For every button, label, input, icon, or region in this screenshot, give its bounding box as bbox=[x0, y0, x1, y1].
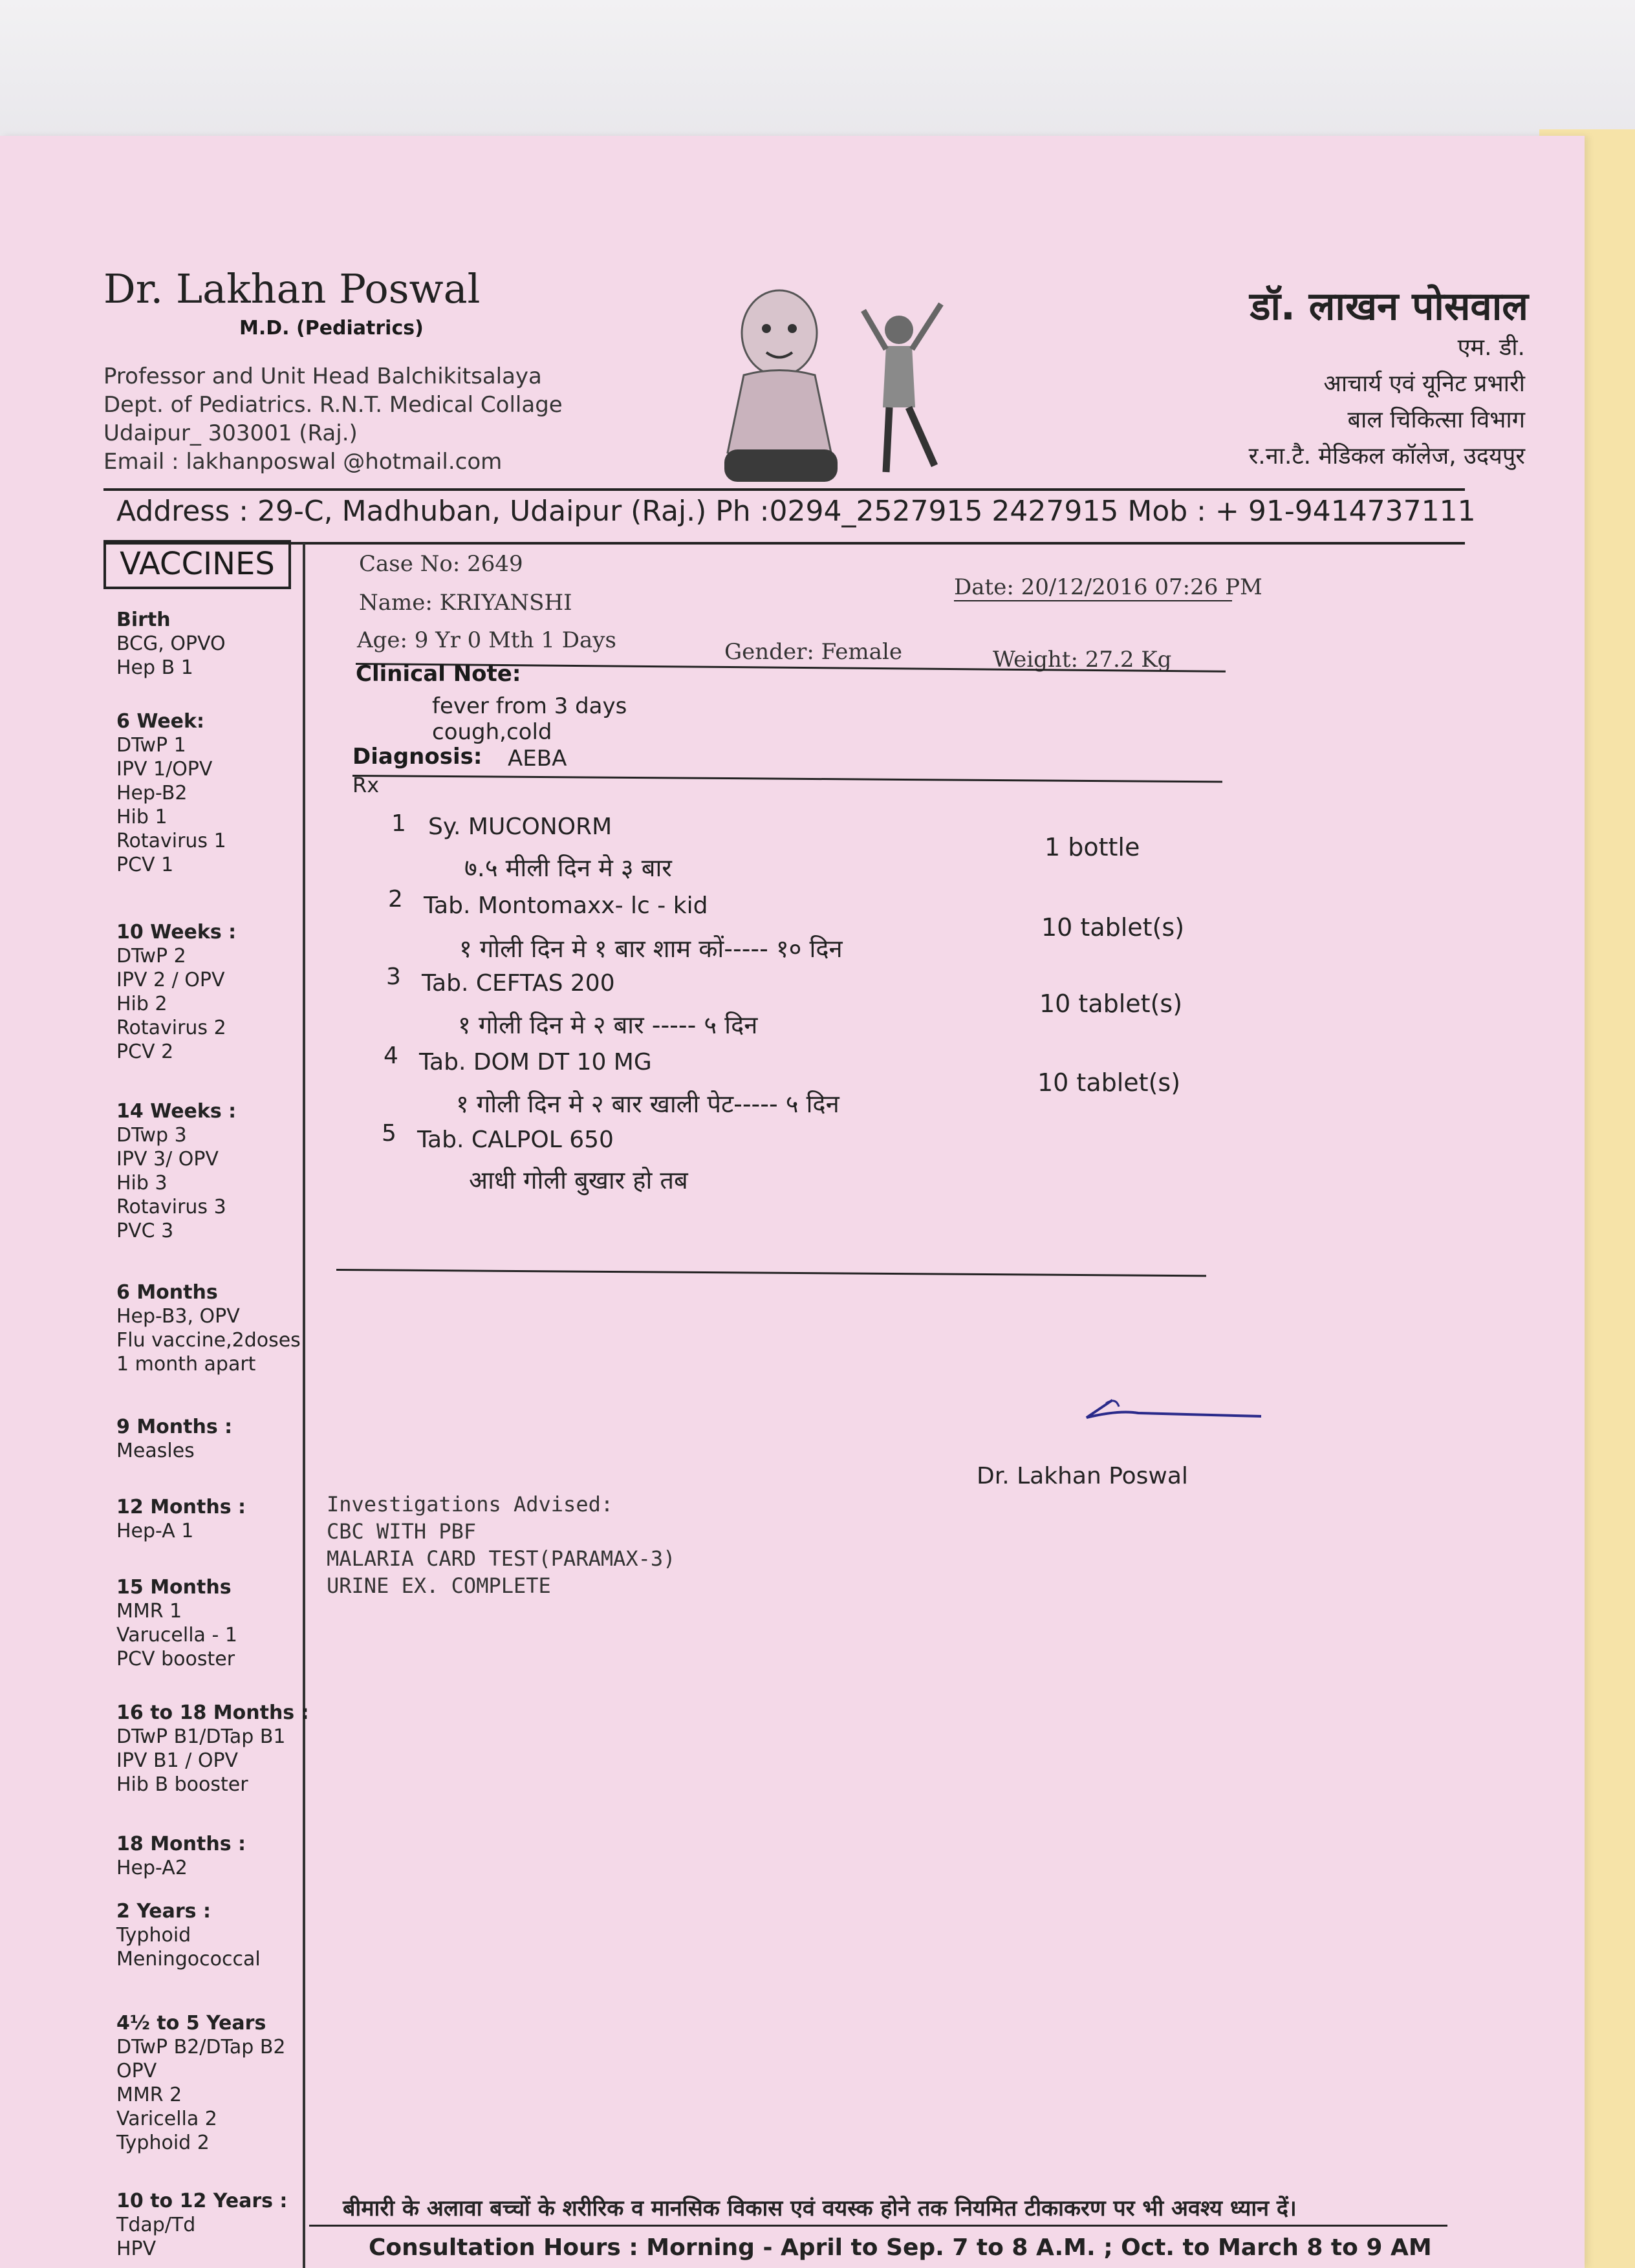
vaccine-item: Varucella - 1 bbox=[116, 1624, 237, 1647]
vaccine-item: DTwP 1 bbox=[116, 734, 186, 757]
medicine-quantity: 10 tablet(s) bbox=[1039, 989, 1183, 1018]
detail-line-hindi: एम. डी. bbox=[1457, 334, 1525, 361]
sidebar-divider bbox=[303, 543, 305, 2268]
scan-background bbox=[0, 0, 1635, 136]
header-divider bbox=[103, 488, 1465, 491]
detail-line-hindi: र.ना.टै. मेडिकल कॉलेज, उदयपुर bbox=[1248, 443, 1525, 470]
medicine-number: 3 bbox=[386, 964, 401, 990]
detail-line: Dept. of Pediatrics. R.N.T. Medical Collage bbox=[103, 392, 563, 418]
medicine-dosage: १ गोली दिन मे २ बार ----- ५ दिन bbox=[458, 1011, 758, 1039]
address-line: Address : 29-C, Madhuban, Udaipur (Raj.) Ph :0294_2527915 2427915 Mob : + 91-9414737111 bbox=[116, 495, 1476, 528]
vaccine-item: Rotavirus 1 bbox=[116, 830, 226, 852]
vaccine-item: Typhoid bbox=[116, 1924, 191, 1947]
visit-date: Date: 20/12/2016 07:26 PM bbox=[954, 574, 1262, 600]
vaccine-item: IPV 2 / OPV bbox=[116, 969, 225, 991]
vaccine-group-title: 2 Years : bbox=[116, 1900, 211, 1923]
vaccine-item: Hep-A 1 bbox=[116, 1520, 194, 1542]
vaccine-item: PCV 2 bbox=[116, 1041, 174, 1063]
clinical-note-line: fever from 3 days bbox=[432, 693, 627, 719]
investigations-label: Investigations Advised: bbox=[327, 1492, 614, 1517]
medicine-quantity: 1 bottle bbox=[1045, 833, 1140, 861]
vaccine-item: Hep-B2 bbox=[116, 782, 188, 805]
vaccine-group bbox=[116, 1415, 232, 1463]
vaccine-group-title: 15 Months bbox=[116, 1576, 232, 1599]
investigation-item: MALARIA CARD TEST(PARAMAX-3) bbox=[327, 1546, 676, 1571]
vaccine-item: IPV 1/OPV bbox=[116, 758, 213, 781]
vaccine-group-title: 6 Months bbox=[116, 1281, 218, 1304]
detail-line-hindi: आचार्य एवं यूनिट प्रभारी bbox=[1323, 371, 1525, 397]
vaccine-item: Measles bbox=[116, 1440, 195, 1462]
vaccine-group-title: 12 Months : bbox=[116, 1496, 246, 1518]
medicine-name: Sy. MUCONORM bbox=[428, 814, 612, 840]
vaccine-item: MMR 2 bbox=[116, 2084, 182, 2106]
clinical-note-line: cough,cold bbox=[432, 719, 552, 745]
vaccine-item: BCG, OPVO bbox=[116, 632, 226, 655]
vaccine-item: IPV 3/ OPV bbox=[116, 1148, 219, 1171]
patient-gender: Gender: Female bbox=[724, 639, 902, 665]
vaccine-item: Hib 2 bbox=[116, 993, 168, 1015]
medicine-number: 5 bbox=[382, 1120, 396, 1147]
vaccine-group-title: Birth bbox=[116, 609, 171, 631]
investigation-item: URINE EX. COMPLETE bbox=[327, 1573, 551, 1598]
medicine-name: Tab. CEFTAS 200 bbox=[422, 970, 615, 997]
signature-name: Dr. Lakhan Poswal bbox=[977, 1463, 1188, 1489]
vaccine-group bbox=[116, 1701, 309, 1797]
vaccine-item: Hep-B3, OPV bbox=[116, 1305, 240, 1328]
medicine-number: 4 bbox=[384, 1042, 398, 1069]
doctor-name: Dr. Lakhan Poswal bbox=[103, 265, 481, 312]
vaccine-group bbox=[116, 1280, 301, 1376]
vaccine-item: Varicella 2 bbox=[116, 2108, 217, 2130]
medicine-dosage: आधी गोली बुखार हो तब bbox=[469, 1166, 688, 1194]
vaccine-item: Rotavirus 3 bbox=[116, 1196, 226, 1218]
vaccine-group-title: 4½ to 5 Years bbox=[116, 2012, 266, 2035]
medicine-number: 1 bbox=[391, 810, 406, 837]
vaccine-item: DTwP 2 bbox=[116, 945, 186, 967]
medicine-name: Tab. Montomaxx- lc - kid bbox=[424, 892, 708, 919]
vaccine-group bbox=[116, 2189, 287, 2261]
vaccine-group bbox=[116, 1832, 246, 1880]
vaccine-group-title: 18 Months : bbox=[116, 1833, 246, 1855]
vaccine-group-title: 9 Months : bbox=[116, 1416, 233, 1438]
vaccine-item: Hep B 1 bbox=[116, 656, 193, 679]
diagnosis-label: Diagnosis: bbox=[352, 744, 482, 770]
medicine-quantity: 10 tablet(s) bbox=[1037, 1068, 1181, 1097]
doctor-degree: M.D. (Pediatrics) bbox=[239, 317, 424, 340]
vaccine-group bbox=[116, 608, 226, 680]
vaccine-item: DTwp 3 bbox=[116, 1124, 187, 1147]
footer-advice: बीमारी के अलावा बच्चों के शरीरिक व मानसिक विकास एवं वयस्क होने तक नियमित टीकाकरण पर भी अवश्य ध्यान दें। bbox=[343, 2196, 1297, 2221]
detail-line-hindi: बाल चिकित्सा विभाग bbox=[1347, 407, 1525, 433]
vaccine-item: PVC 3 bbox=[116, 1220, 174, 1242]
children-illustration bbox=[698, 278, 970, 491]
vaccine-group bbox=[116, 1099, 236, 1243]
detail-line: Email : lakhanposwal @hotmail.com bbox=[103, 449, 503, 475]
medicine-dosage: १ गोली दिन मे १ बार शाम कों----- १० दिन bbox=[459, 934, 843, 963]
vaccine-group bbox=[116, 1495, 246, 1543]
vaccine-item: IPV B1 / OPV bbox=[116, 1749, 239, 1772]
signature-mark bbox=[1080, 1384, 1274, 1436]
medicine-name: Tab. DOM DT 10 MG bbox=[419, 1049, 652, 1075]
diagnosis-value: AEBA bbox=[508, 746, 567, 772]
medicine-dosage: ७.५ मीली दिन मे ३ बार bbox=[464, 854, 672, 882]
medicine-quantity: 10 tablet(s) bbox=[1041, 913, 1185, 942]
medicine-number: 2 bbox=[388, 886, 403, 913]
patient-weight: Weight: 27.2 Kg bbox=[993, 647, 1172, 673]
vaccine-item: Flu vaccine,2doses bbox=[116, 1329, 301, 1352]
vaccine-item: Hep-A2 bbox=[116, 1857, 188, 1879]
vaccine-item: Meningococcal bbox=[116, 1948, 261, 1971]
footer-divider bbox=[309, 2225, 1447, 2227]
date-underline bbox=[954, 600, 1232, 601]
vaccine-item: Tdap/Td bbox=[116, 2214, 196, 2236]
vaccine-group-title: 14 Weeks : bbox=[116, 1100, 237, 1123]
vaccine-group bbox=[116, 1899, 261, 1971]
medicine-dosage: १ गोली दिन मे २ बार खाली पेट----- ५ दिन bbox=[456, 1090, 839, 1118]
address-divider bbox=[103, 542, 1465, 545]
vaccine-item: DTwP B2/DTap B2 bbox=[116, 2036, 286, 2058]
vaccine-group-title: 16 to 18 Months : bbox=[116, 1701, 309, 1724]
vaccine-item: DTwP B1/DTap B1 bbox=[116, 1725, 286, 1748]
vaccine-group-title: 10 Weeks : bbox=[116, 921, 237, 944]
vaccine-item: Hib B booster bbox=[116, 1773, 248, 1796]
rx-label: Rx bbox=[352, 773, 380, 797]
vaccine-item: Typhoid 2 bbox=[116, 2132, 210, 2154]
vaccine-item: MMR 1 bbox=[116, 1600, 182, 1623]
vaccine-item: PCV 1 bbox=[116, 854, 174, 876]
vaccine-group-title: 10 to 12 Years : bbox=[116, 2190, 288, 2212]
vaccine-item: Hib 3 bbox=[116, 1172, 168, 1194]
vaccine-group bbox=[116, 920, 236, 1064]
vaccine-item: Rotavirus 2 bbox=[116, 1017, 226, 1039]
vaccine-group bbox=[116, 1575, 237, 1671]
clinical-note-label: Clinical Note: bbox=[356, 661, 521, 687]
vaccine-item: 1 month apart bbox=[116, 1353, 256, 1376]
detail-line: Professor and Unit Head Balchikitsalaya bbox=[103, 363, 542, 389]
vaccine-item: OPV bbox=[116, 2060, 157, 2082]
vaccine-item: Hib 1 bbox=[116, 806, 168, 828]
patient-name: Name: KRIYANSHI bbox=[359, 590, 572, 616]
investigations-section bbox=[327, 1491, 675, 1599]
vaccine-item: PCV booster bbox=[116, 1648, 235, 1670]
doctor-details bbox=[103, 362, 563, 476]
investigation-item: CBC WITH PBF bbox=[327, 1519, 477, 1544]
consultation-hours: Consultation Hours : Morning - April to Sep. 7 to 8 A.M. ; Oct. to March 8 to 9 AM bbox=[369, 2234, 1432, 2261]
doctor-name-hindi: डॉ. लाखन पोसवाल bbox=[1250, 284, 1528, 329]
vaccine-item: HPV bbox=[116, 2238, 157, 2260]
vaccine-group bbox=[116, 2011, 286, 2155]
doctor-details-hindi bbox=[1249, 330, 1525, 475]
detail-line: Udaipur_ 303001 (Raj.) bbox=[103, 420, 358, 446]
case-number: Case No: 2649 bbox=[359, 551, 523, 577]
patient-age: Age: 9 Yr 0 Mth 1 Days bbox=[357, 627, 616, 653]
vaccine-group-title: 6 Week: bbox=[116, 710, 204, 733]
vaccines-title: VACCINES bbox=[103, 540, 291, 589]
vaccine-group bbox=[116, 709, 226, 877]
medicine-name: Tab. CALPOL 650 bbox=[417, 1127, 614, 1153]
